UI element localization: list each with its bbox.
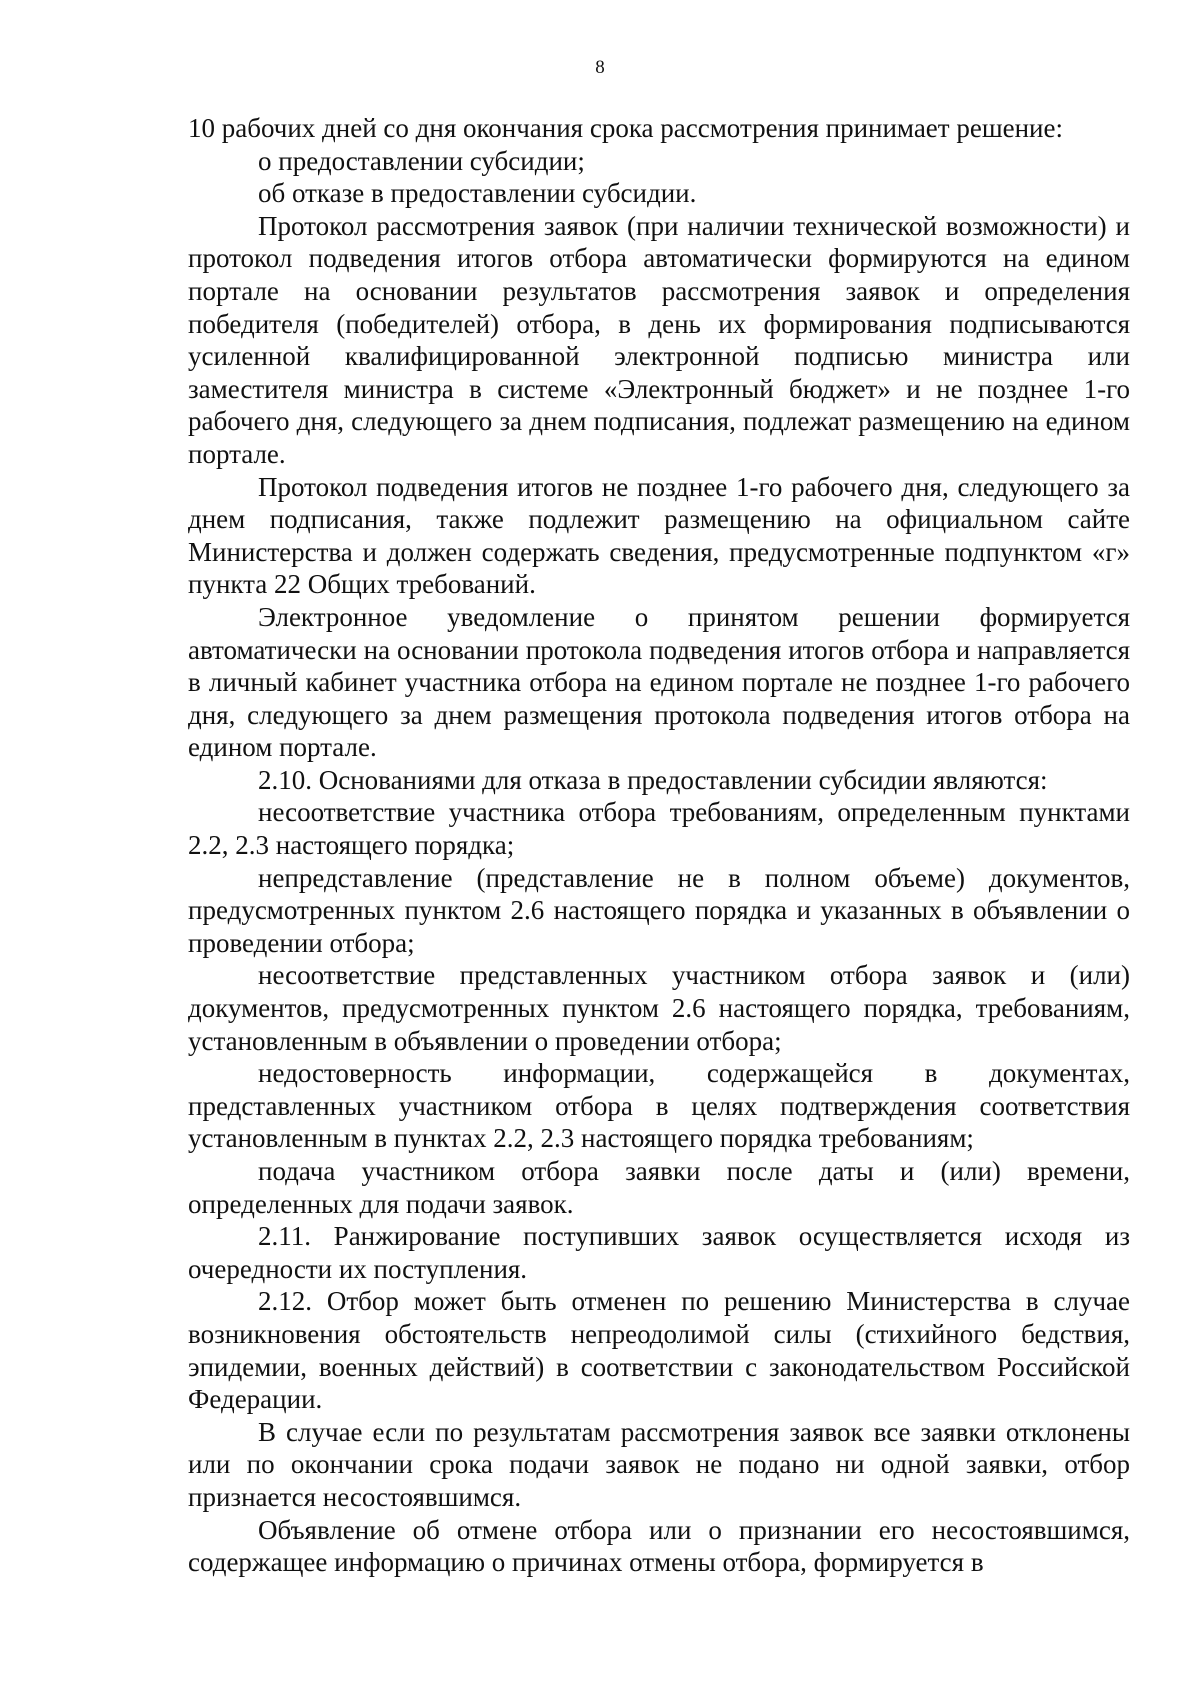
paragraph-option-grant: о предоставлении субсидии;	[258, 145, 585, 176]
paragraph-results-protocol: Протокол подведения итогов не позднее 1-го рабочего дня, следующего за днем подписания, также подлежит размещению на официальном сайте Министерства и должен содержать сведения, предусмотренные подпунктом «г» пункта 22 Общих требований.	[188, 471, 1130, 600]
page-number: 8	[595, 57, 605, 78]
paragraph-failed-selection: В случае если по результатам рассмотрения заявок все заявки отклонены или по окончании срока подачи заявок не подано ни одной заявки, отбор признается несостоявшимся.	[188, 1416, 1130, 1512]
document-body	[188, 112, 1130, 1579]
paragraph-section-2-11: 2.11. Ранжирование поступивших заявок осуществляется исходя из очередности их поступления.	[188, 1221, 1130, 1284]
paragraph-ground-2: непредставление (представление не в полном объеме) документов, предусмотренных пунктом 2.6 настоящего порядка и указанных в объявлении о проведении отбора;	[188, 862, 1130, 958]
paragraph-ground-5: подача участником отбора заявки после даты и (или) времени, определенных для подачи заявок.	[188, 1156, 1130, 1219]
paragraph-cancellation-notice: Объявление об отмене отбора или о признании его несостоявшимся, содержащее информацию о причинах отмены отбора, формируется в	[188, 1514, 1130, 1578]
paragraph-continuation: 10 рабочих дней со дня окончания срока рассмотрения принимает решение:	[188, 113, 1063, 143]
paragraph-electronic-notice: Электронное уведомление о принятом решении формируется автоматически на основании протокола подведения итогов отбора и направляется в личный кабинет участника отбора на едином портале не позднее 1-го рабочего дня, следующего за днем размещения протокола подведения итогов отбора на едином портале.	[188, 601, 1130, 763]
paragraph-ground-1: несоответствие участника отбора требованиям, определенным пунктами 2.2, 2.3 настоящего порядка;	[188, 797, 1130, 861]
paragraph-option-refusal: об отказе в предоставлении субсидии.	[258, 178, 697, 209]
paragraph-section-2-12: 2.12. Отбор может быть отменен по решению Министерства в случае возникновения обстоятельств непреодолимой силы (стихийного бедствия, эпидемии, военных действий) в соответствии с законодательством Российской Федерации.	[188, 1286, 1130, 1415]
paragraph-ground-4: недостоверность информации, содержащейся в документах, представленных участником отбора в целях подтверждения соответствия установленным в пунктах 2.2, 2.3 настоящего порядка требованиям;	[188, 1058, 1130, 1154]
paragraph-protocols: Протокол рассмотрения заявок (при наличии технической возможности) и протокол подведения итогов отбора автоматически формируются на едином портале на основании результатов рассмотрения заявок и определения победителя (победителей) отбора, в день их формирования подписываются усиленной квалифицированной электронной подписью министра или заместителя министра в системе «Электронный бюджет» и не позднее 1-го рабочего дня, следующего за днем подписания, подлежат размещению на едином портале.	[188, 210, 1130, 469]
paragraph-ground-3: несоответствие представленных участником отбора заявок и (или) документов, предусмотренных пунктом 2.6 настоящего порядка, требованиям, установленным в объявлении о проведении отбора;	[188, 960, 1130, 1056]
paragraph-section-2-10: 2.10. Основаниями для отказа в предоставлении субсидии являются:	[258, 764, 1048, 795]
